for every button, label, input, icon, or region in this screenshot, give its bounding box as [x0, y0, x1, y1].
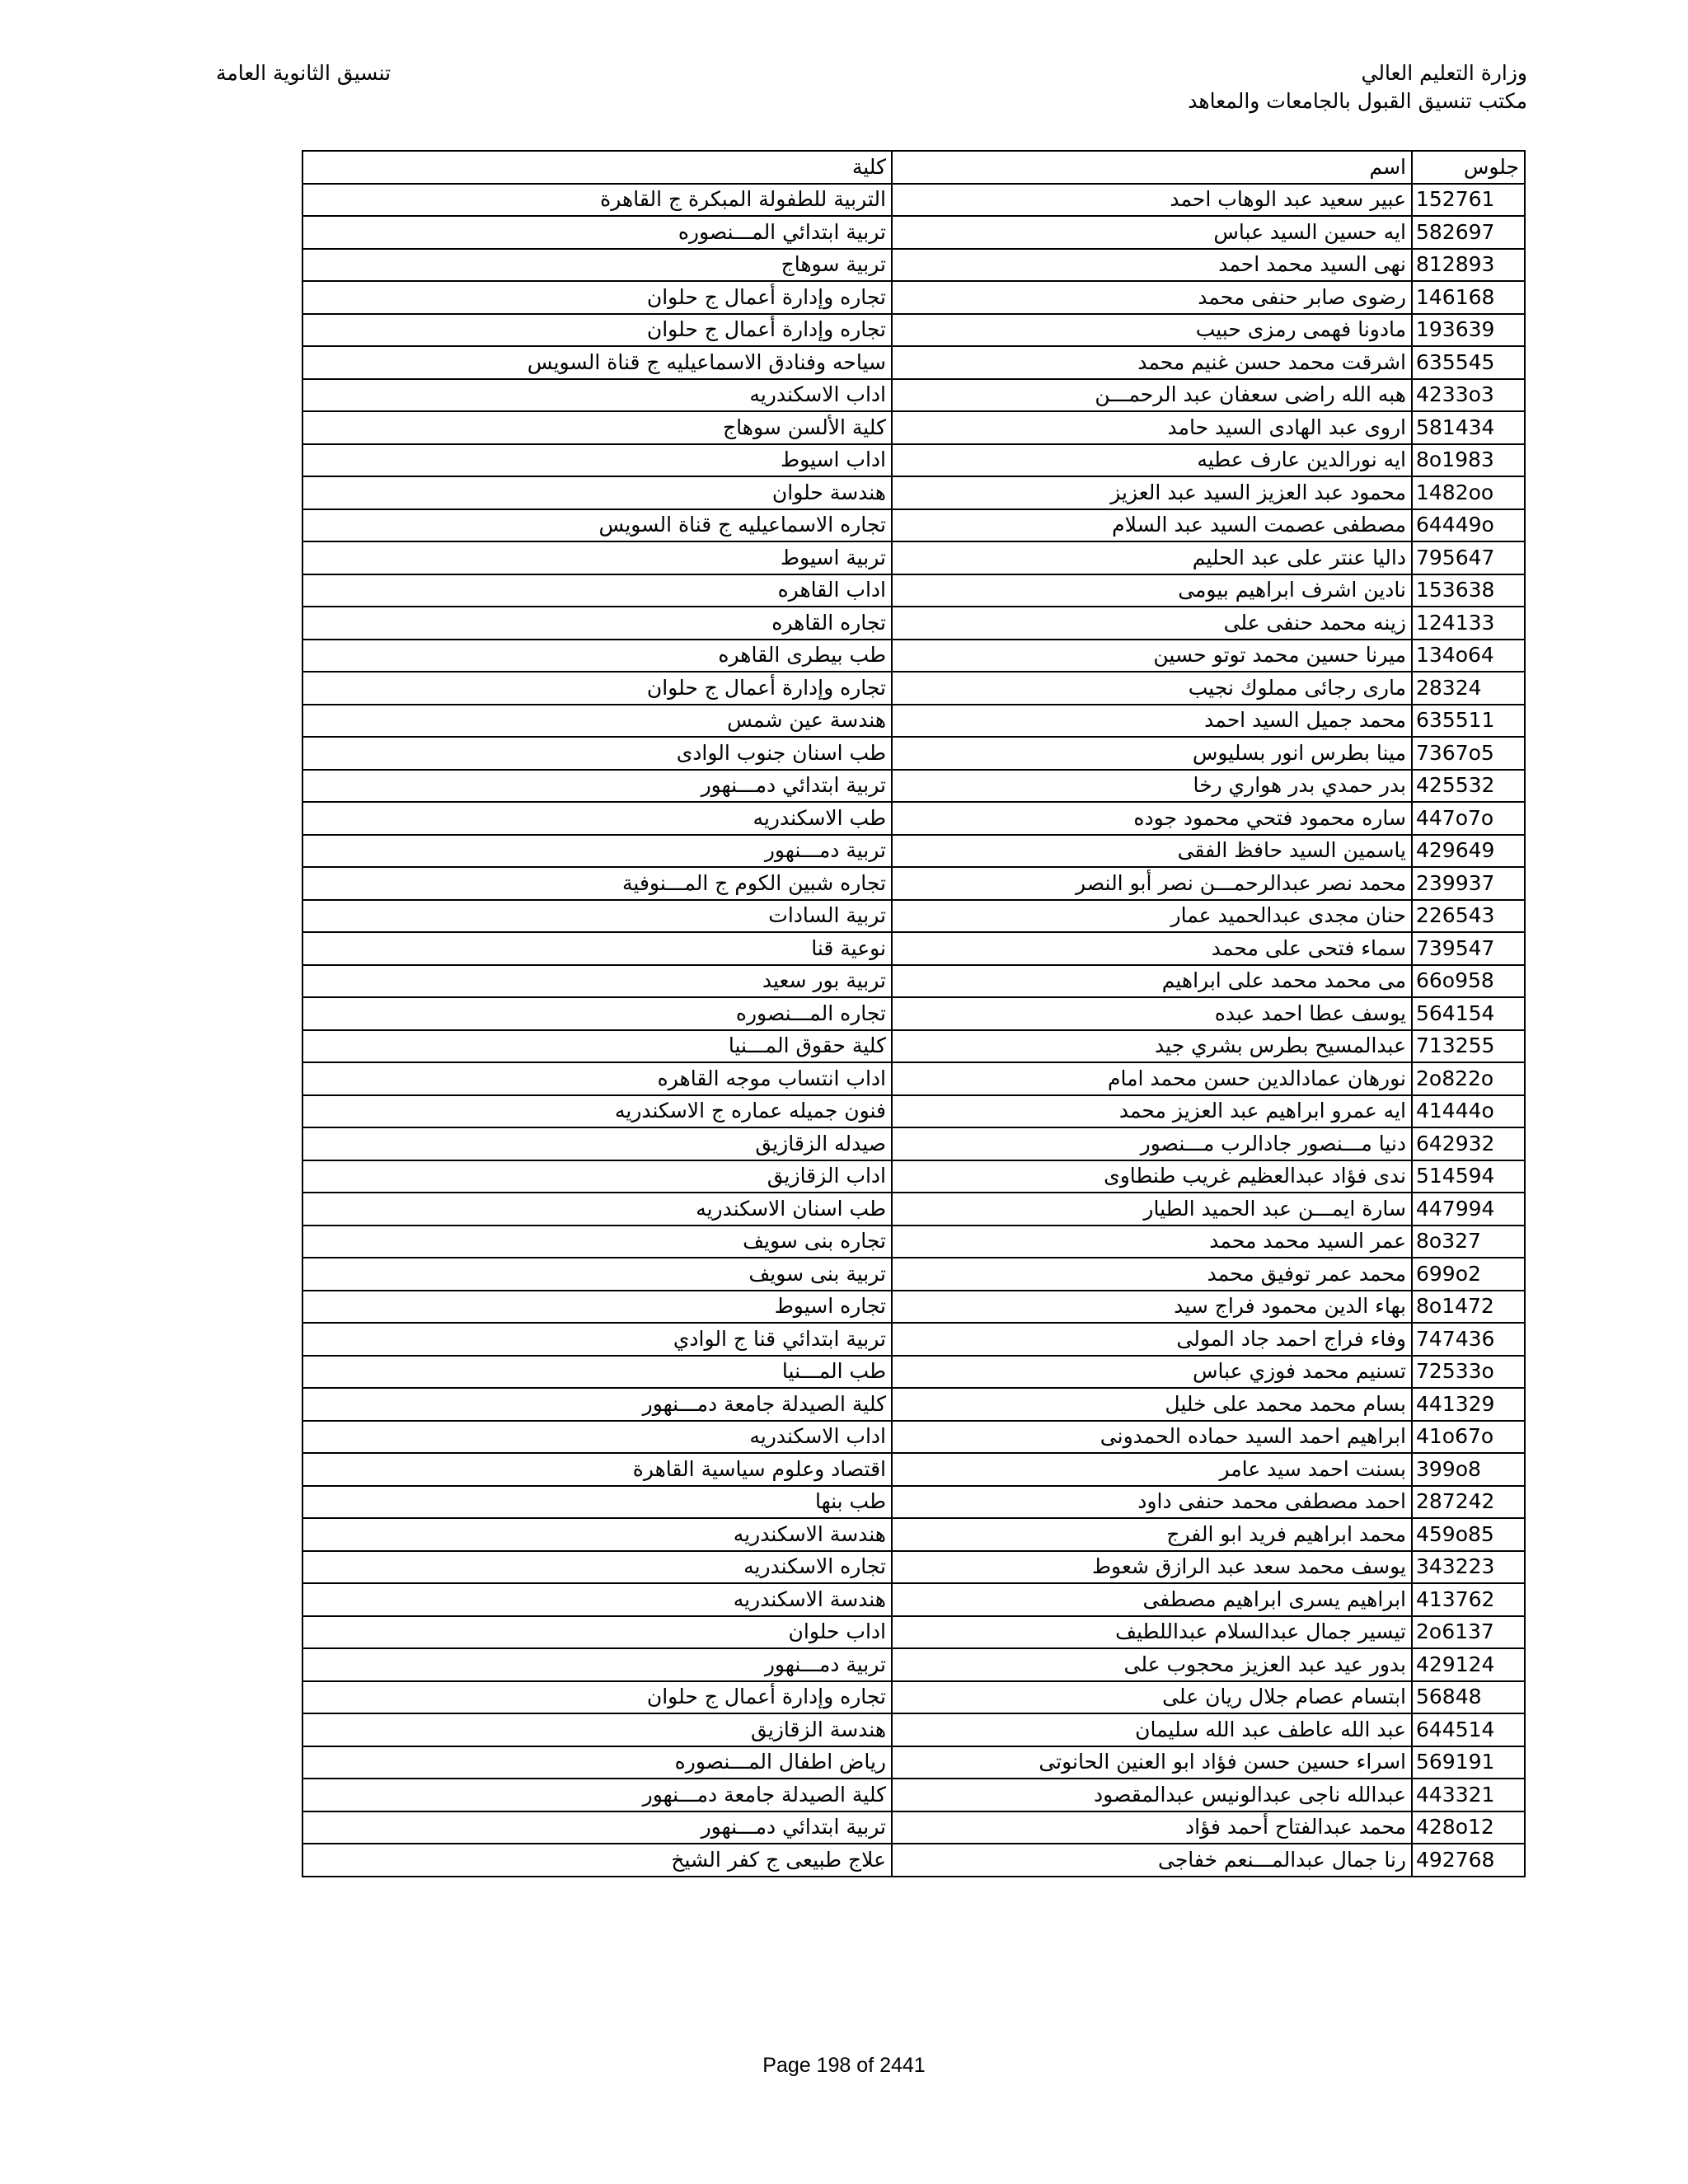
- seat-cell: 226543: [1412, 900, 1525, 933]
- table-row: [302, 1713, 1525, 1746]
- seat-cell: 429124: [1412, 1648, 1525, 1681]
- name-cell: ايه نورالدين عارف عطيه: [892, 444, 1412, 477]
- name-cell: ايه عمرو ابراهيم عبد العزيز محمد: [892, 1095, 1412, 1128]
- table-row: [302, 1421, 1525, 1454]
- table-row: [302, 1453, 1525, 1486]
- faculty-cell: هندسة الاسكندريه: [302, 1583, 892, 1616]
- faculty-cell: تجاره وإدارة أعمال ج حلوان: [302, 1681, 892, 1714]
- name-cell: اسراء حسين حسن فؤاد ابو العنين الحانوتى: [892, 1746, 1412, 1779]
- seat-cell: 428o12: [1412, 1811, 1525, 1844]
- seat-cell: 569191: [1412, 1746, 1525, 1779]
- name-cell: وفاء فراج احمد جاد المولى: [892, 1323, 1412, 1356]
- faculty-cell: تجاره المـــنصوره: [302, 997, 892, 1030]
- seat-cell: 635511: [1412, 705, 1525, 738]
- faculty-cell: اداب الزقازيق: [302, 1160, 892, 1193]
- seat-cell: 514594: [1412, 1160, 1525, 1193]
- faculty-cell: اداب الاسكندريه: [302, 379, 892, 412]
- faculty-cell: اداب القاهره: [302, 574, 892, 607]
- faculty-cell: تربية ابتدائي دمـــنهور: [302, 1811, 892, 1844]
- faculty-cell: تجاره الاسماعيليه ج قناة السويس: [302, 509, 892, 542]
- seat-cell: 795647: [1412, 541, 1525, 574]
- name-cell: نادين اشرف ابراهيم بيومى: [892, 574, 1412, 607]
- seat-cell: 447o7o: [1412, 802, 1525, 835]
- table-row: [302, 1551, 1525, 1584]
- seat-cell: 343223: [1412, 1551, 1525, 1584]
- name-cell: بهاء الدين محمود فراج سيد: [892, 1291, 1412, 1324]
- name-cell: هبه الله راضى سعفان عبد الرحمـــن: [892, 379, 1412, 412]
- name-cell: اشرقت محمد حسن غنيم محمد: [892, 346, 1412, 379]
- seat-cell: 4233o3: [1412, 379, 1525, 412]
- seat-cell: 699o2: [1412, 1258, 1525, 1291]
- seat-cell: 8o1983: [1412, 444, 1525, 477]
- table-row: [302, 1746, 1525, 1779]
- seat-cell: 56848: [1412, 1681, 1525, 1714]
- seat-cell: 443321: [1412, 1779, 1525, 1811]
- table-row: [302, 216, 1525, 249]
- faculty-cell: فنون جميله عماره ج الاسكندريه: [302, 1095, 892, 1128]
- seat-cell: 747436: [1412, 1323, 1525, 1356]
- name-cell: نورهان عمادالدين حسن محمد امام: [892, 1062, 1412, 1095]
- table-row: [302, 509, 1525, 542]
- seat-cell: 72533o: [1412, 1356, 1525, 1389]
- seat-cell: 459o85: [1412, 1518, 1525, 1551]
- name-cell: ندى فؤاد عبدالعظيم غريب طنطاوى: [892, 1160, 1412, 1193]
- header-faculty: كلية: [302, 151, 892, 184]
- ministry-header: [1188, 59, 1527, 115]
- name-cell: عمر السيد محمد محمد: [892, 1226, 1412, 1258]
- table-row: [302, 932, 1525, 965]
- name-cell: دنيا مـــنصور جادالرب مـــنصور: [892, 1127, 1412, 1160]
- table-row: [302, 1844, 1525, 1877]
- name-cell: محمود عبد العزيز السيد عبد العزيز: [892, 476, 1412, 509]
- table-row: [302, 640, 1525, 673]
- seat-cell: 635545: [1412, 346, 1525, 379]
- name-cell: مارى رجائى مملوك نجيب: [892, 672, 1412, 705]
- faculty-cell: طب الاسكندريه: [302, 802, 892, 835]
- table-row: [302, 1616, 1525, 1649]
- name-cell: محمد عمر توفيق محمد: [892, 1258, 1412, 1291]
- seat-cell: 8o1472: [1412, 1291, 1525, 1324]
- name-cell: زينه محمد حنفى على: [892, 607, 1412, 640]
- faculty-cell: طب اسنان الاسكندريه: [302, 1193, 892, 1226]
- seat-cell: 64449o: [1412, 509, 1525, 542]
- name-cell: مينا بطرس انور بسليوس: [892, 737, 1412, 770]
- seat-cell: 287242: [1412, 1486, 1525, 1519]
- coordination-header: [216, 59, 391, 87]
- faculty-cell: اداب اسيوط: [302, 444, 892, 477]
- seat-cell: 2o822o: [1412, 1062, 1525, 1095]
- faculty-cell: تجاره وإدارة أعمال ج حلوان: [302, 672, 892, 705]
- seat-cell: 28324: [1412, 672, 1525, 705]
- faculty-cell: صيدله الزقازيق: [302, 1127, 892, 1160]
- name-cell: بسنت احمد سيد عامر: [892, 1453, 1412, 1486]
- faculty-cell: تربية ابتدائي دمـــنهور: [302, 770, 892, 803]
- seat-cell: 441329: [1412, 1388, 1525, 1421]
- name-cell: رضوى صابر حنفى محمد: [892, 281, 1412, 314]
- name-cell: عبدالله ناجى عبدالونيس عبدالمقصود: [892, 1779, 1412, 1811]
- seat-cell: 713255: [1412, 1030, 1525, 1063]
- seat-cell: 425532: [1412, 770, 1525, 803]
- name-cell: ساره محمود فتحي محمود جوده: [892, 802, 1412, 835]
- seat-cell: 581434: [1412, 411, 1525, 444]
- name-cell: سارة ايمـــن عبد الحميد الطيار: [892, 1193, 1412, 1226]
- faculty-cell: تربية بنى سويف: [302, 1258, 892, 1291]
- faculty-cell: كلية الصيدلة جامعة دمـــنهور: [302, 1388, 892, 1421]
- faculty-cell: علاج طبيعى ج كفر الشيخ: [302, 1844, 892, 1877]
- header-name: اسم: [892, 151, 1412, 184]
- faculty-cell: طب المـــنيا: [302, 1356, 892, 1389]
- ministry-title: وزارة التعليم العالي: [1361, 61, 1527, 85]
- name-cell: ابراهيم احمد السيد حماده الحمدونى: [892, 1421, 1412, 1454]
- table-row: [302, 184, 1525, 217]
- seat-cell: 7367o5: [1412, 737, 1525, 770]
- table-row: [302, 1811, 1525, 1844]
- seat-cell: 193639: [1412, 314, 1525, 347]
- name-cell: حنان مجدى عبدالحميد عمار: [892, 900, 1412, 933]
- table-row: [302, 249, 1525, 282]
- faculty-cell: طب بنها: [302, 1486, 892, 1519]
- table-row: [302, 1518, 1525, 1551]
- faculty-cell: التربية للطفولة المبكرة ج القاهرة: [302, 184, 892, 217]
- name-cell: داليا عنتر على عبد الحليم: [892, 541, 1412, 574]
- seat-cell: 644514: [1412, 1713, 1525, 1746]
- faculty-cell: كلية الصيدلة جامعة دمـــنهور: [302, 1779, 892, 1811]
- table-row: [302, 444, 1525, 477]
- table-row: [302, 346, 1525, 379]
- table-row: [302, 1291, 1525, 1324]
- seat-cell: 8o327: [1412, 1226, 1525, 1258]
- table-row: [302, 835, 1525, 868]
- seat-cell: 41444o: [1412, 1095, 1525, 1128]
- table-row: [302, 1486, 1525, 1519]
- seat-cell: 41o67o: [1412, 1421, 1525, 1454]
- faculty-cell: تجاره اسيوط: [302, 1291, 892, 1324]
- name-cell: بدر حمدي بدر هواري رخا: [892, 770, 1412, 803]
- faculty-cell: تربية ابتدائي قنا ج الوادي: [302, 1323, 892, 1356]
- faculty-cell: تجاره شبين الكوم ج المـــنوفية: [302, 867, 892, 900]
- table-row: [302, 802, 1525, 835]
- faculty-cell: تجاره القاهره: [302, 607, 892, 640]
- admissions-table: [302, 150, 1526, 1877]
- name-cell: مادونا فهمى رمزى حبيب: [892, 314, 1412, 347]
- name-cell: يوسف محمد سعد عبد الرازق شعوط: [892, 1551, 1412, 1584]
- seat-cell: 642932: [1412, 1127, 1525, 1160]
- faculty-cell: كلية الألسن سوهاج: [302, 411, 892, 444]
- seat-cell: 1482oo: [1412, 476, 1525, 509]
- office-title: مكتب تنسيق القبول بالجامعات والمعاهد: [1188, 89, 1527, 113]
- table-row: [302, 1648, 1525, 1681]
- faculty-cell: هندسة الاسكندريه: [302, 1518, 892, 1551]
- table-row: [302, 770, 1525, 803]
- seat-cell: 582697: [1412, 216, 1525, 249]
- name-cell: محمد عبدالفتاح أحمد فؤاد: [892, 1811, 1412, 1844]
- faculty-cell: تربية سوهاج: [302, 249, 892, 282]
- faculty-cell: اداب الاسكندريه: [302, 1421, 892, 1454]
- seat-cell: 399o8: [1412, 1453, 1525, 1486]
- seat-cell: 812893: [1412, 249, 1525, 282]
- seat-cell: 239937: [1412, 867, 1525, 900]
- name-cell: مى محمد محمد على ابراهيم: [892, 965, 1412, 998]
- seat-cell: 492768: [1412, 1844, 1525, 1877]
- faculty-cell: اداب حلوان: [302, 1616, 892, 1649]
- seat-cell: 146168: [1412, 281, 1525, 314]
- table-row: [302, 1160, 1525, 1193]
- table-row: [302, 1323, 1525, 1356]
- table-row: [302, 737, 1525, 770]
- faculty-cell: تربية بور سعيد: [302, 965, 892, 998]
- seat-cell: 447994: [1412, 1193, 1525, 1226]
- faculty-cell: تجاره وإدارة أعمال ج حلوان: [302, 281, 892, 314]
- name-cell: بسام محمد محمد على خليل: [892, 1388, 1412, 1421]
- faculty-cell: تجاره الاسكندريه: [302, 1551, 892, 1584]
- page-number: Page 198 of 2441: [762, 2054, 926, 2077]
- faculty-cell: هندسة حلوان: [302, 476, 892, 509]
- name-cell: يوسف عطا احمد عبده: [892, 997, 1412, 1030]
- name-cell: ميرنا حسين محمد توتو حسين: [892, 640, 1412, 673]
- table-row: [302, 867, 1525, 900]
- name-cell: سماء فتحى على محمد: [892, 932, 1412, 965]
- table-row: [302, 965, 1525, 998]
- table-row: [302, 607, 1525, 640]
- faculty-cell: تربية السادات: [302, 900, 892, 933]
- table-row: [302, 1062, 1525, 1095]
- table-row: [302, 379, 1525, 412]
- name-cell: عبير سعيد عبد الوهاب احمد: [892, 184, 1412, 217]
- table-row: [302, 1583, 1525, 1616]
- faculty-cell: تربية اسيوط: [302, 541, 892, 574]
- faculty-cell: طب اسنان جنوب الوادى: [302, 737, 892, 770]
- name-cell: نهى السيد محمد احمد: [892, 249, 1412, 282]
- name-cell: عبدالمسيح بطرس بشري جيد: [892, 1030, 1412, 1063]
- faculty-cell: نوعية قنا: [302, 932, 892, 965]
- table-row: [302, 476, 1525, 509]
- faculty-cell: سياحه وفنادق الاسماعيليه ج قناة السويس: [302, 346, 892, 379]
- name-cell: رنا جمال عبدالمـــنعم خفاجى: [892, 1844, 1412, 1877]
- name-cell: محمد جميل السيد احمد: [892, 705, 1412, 738]
- table-row: [302, 1388, 1525, 1421]
- name-cell: ابراهيم يسرى ابراهيم مصطفى: [892, 1583, 1412, 1616]
- seat-cell: 413762: [1412, 1583, 1525, 1616]
- table-row: [302, 900, 1525, 933]
- table-row: [302, 1356, 1525, 1389]
- seat-cell: 152761: [1412, 184, 1525, 217]
- coordination-title: تنسيق الثانوية العامة: [216, 61, 392, 85]
- name-cell: محمد نصر عبدالرحمـــن نصر أبو النصر: [892, 867, 1412, 900]
- seat-cell: 134o64: [1412, 640, 1525, 673]
- table-row: [302, 1681, 1525, 1714]
- name-cell: بدور عيد عبد العزيز محجوب على: [892, 1648, 1412, 1681]
- table-row: [302, 411, 1525, 444]
- seat-cell: 66o958: [1412, 965, 1525, 998]
- name-cell: عبد الله عاطف عبد الله سليمان: [892, 1713, 1412, 1746]
- table-row: [302, 705, 1525, 738]
- seat-cell: 429649: [1412, 835, 1525, 868]
- table-row: [302, 997, 1525, 1030]
- seat-cell: 739547: [1412, 932, 1525, 965]
- faculty-cell: كلية حقوق المـــنيا: [302, 1030, 892, 1063]
- table-row: [302, 314, 1525, 347]
- table-row: [302, 1127, 1525, 1160]
- table-row: [302, 574, 1525, 607]
- name-cell: تيسير جمال عبدالسلام عبداللطيف: [892, 1616, 1412, 1649]
- faculty-cell: تجاره بنى سويف: [302, 1226, 892, 1258]
- seat-cell: 2o6137: [1412, 1616, 1525, 1649]
- header-seat: جلوس: [1412, 151, 1525, 184]
- seat-cell: 153638: [1412, 574, 1525, 607]
- table-row: [302, 281, 1525, 314]
- name-cell: مصطفى عصمت السيد عبد السلام: [892, 509, 1412, 542]
- table-header-row: [302, 151, 1525, 184]
- faculty-cell: تجاره وإدارة أعمال ج حلوان: [302, 314, 892, 347]
- faculty-cell: اقتصاد وعلوم سياسية القاهرة: [302, 1453, 892, 1486]
- faculty-cell: تربية ابتدائي المـــنصوره: [302, 216, 892, 249]
- seat-cell: 564154: [1412, 997, 1525, 1030]
- name-cell: محمد ابراهيم فريد ابو الفرج: [892, 1518, 1412, 1551]
- table-row: [302, 1030, 1525, 1063]
- name-cell: ايه حسين السيد عباس: [892, 216, 1412, 249]
- faculty-cell: رياض اطفال المـــنصوره: [302, 1746, 892, 1779]
- faculty-cell: طب بيطرى القاهره: [302, 640, 892, 673]
- table-row: [302, 541, 1525, 574]
- faculty-cell: تربية دمـــنهور: [302, 835, 892, 868]
- table-row: [302, 1226, 1525, 1258]
- table-row: [302, 1779, 1525, 1811]
- name-cell: تسنيم محمد فوزي عباس: [892, 1356, 1412, 1389]
- seat-cell: 124133: [1412, 607, 1525, 640]
- name-cell: احمد مصطفى محمد حنفى داود: [892, 1486, 1412, 1519]
- table-row: [302, 672, 1525, 705]
- table-row: [302, 1193, 1525, 1226]
- faculty-cell: هندسة الزقازيق: [302, 1713, 892, 1746]
- name-cell: اروى عبد الهادى السيد حامد: [892, 411, 1412, 444]
- name-cell: ياسمين السيد حافظ الفقى: [892, 835, 1412, 868]
- table-row: [302, 1258, 1525, 1291]
- faculty-cell: اداب انتساب موجه القاهره: [302, 1062, 892, 1095]
- faculty-cell: هندسة عين شمس: [302, 705, 892, 738]
- name-cell: ابتسام عصام جلال ريان على: [892, 1681, 1412, 1714]
- faculty-cell: تربية دمـــنهور: [302, 1648, 892, 1681]
- table-row: [302, 1095, 1525, 1128]
